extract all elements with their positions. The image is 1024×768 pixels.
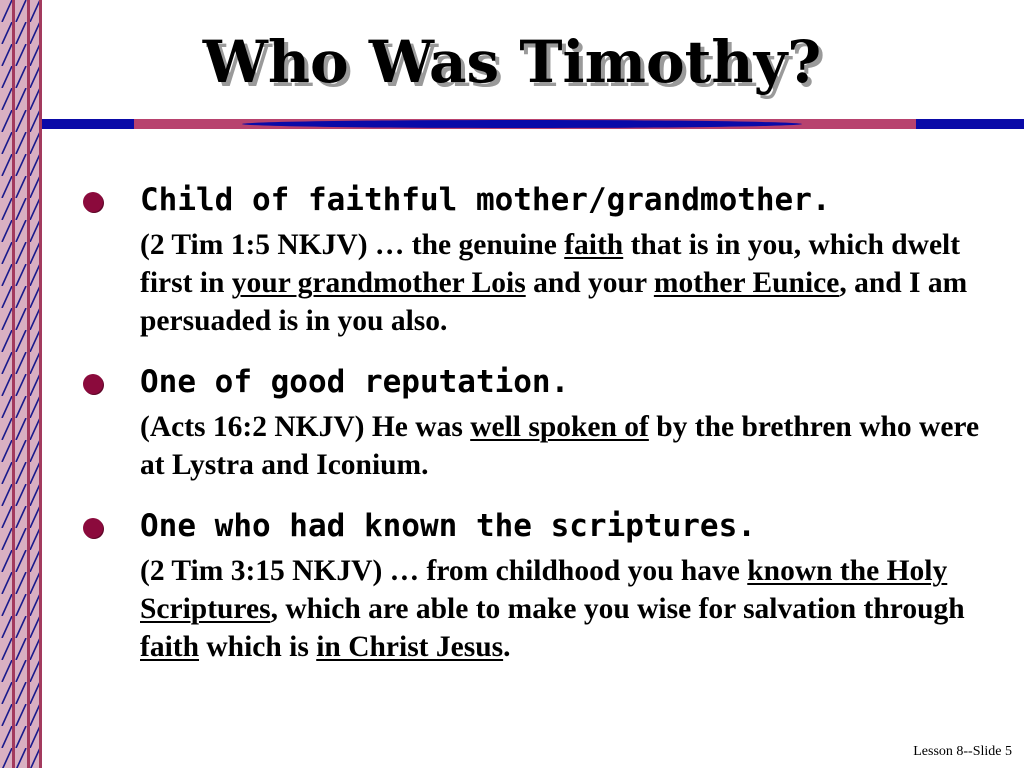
scripture-quote — [140, 226, 1000, 340]
verse-text: . — [503, 631, 511, 663]
bullet-heading: Child of faithful mother/grandmother. — [140, 182, 831, 218]
bullet-list — [80, 178, 1000, 666]
slide-title: Who Was Timothy? — [202, 28, 822, 96]
verse-text: which is — [199, 631, 317, 663]
bullet-item-3 — [80, 504, 1000, 666]
bullet-heading: One of good reputation. — [140, 364, 570, 400]
underlined-phrase: your grandmother Lois — [231, 267, 526, 299]
bullet-item-1 — [80, 178, 1000, 340]
underlined-phrase: faith — [140, 631, 199, 663]
underlined-phrase: faith — [564, 229, 624, 261]
verse-text: by the brethren who were at Lystra and Iconium. — [140, 411, 980, 481]
underlined-phrase: known the Holy Scriptures — [140, 555, 948, 625]
bullet-icon — [83, 192, 103, 212]
underlined-phrase: well spoken of — [470, 411, 649, 443]
underlined-phrase: mother Eunice — [653, 267, 840, 299]
bullet-item-2 — [80, 360, 1000, 484]
bullet-heading: One who had known the scriptures. — [140, 508, 756, 544]
bullet-icon — [83, 374, 103, 394]
verse-text: (2 Tim 3:15 NKJV) … from childhood you have — [140, 555, 748, 587]
scripture-quote — [140, 408, 1000, 484]
slide-footer: Lesson 8--Slide 5 — [913, 744, 1012, 759]
underlined-phrase: in Christ Jesus — [316, 631, 504, 663]
verse-text: , and I am persuaded is in you also. — [140, 267, 968, 337]
verse-text: , which are able to make you wise for salvation through — [270, 593, 965, 625]
left-decorative-border — [0, 0, 42, 768]
verse-text: that is in you, which dwelt first in — [140, 229, 961, 299]
verse-text: and your — [525, 267, 654, 299]
title-divider — [42, 116, 1024, 134]
verse-text: (2 Tim 1:5 NKJV) … the genuine — [140, 229, 565, 261]
scripture-quote — [140, 552, 1000, 666]
verse-text: (Acts 16:2 NKJV) He was — [140, 411, 471, 443]
bullet-icon — [83, 518, 103, 538]
